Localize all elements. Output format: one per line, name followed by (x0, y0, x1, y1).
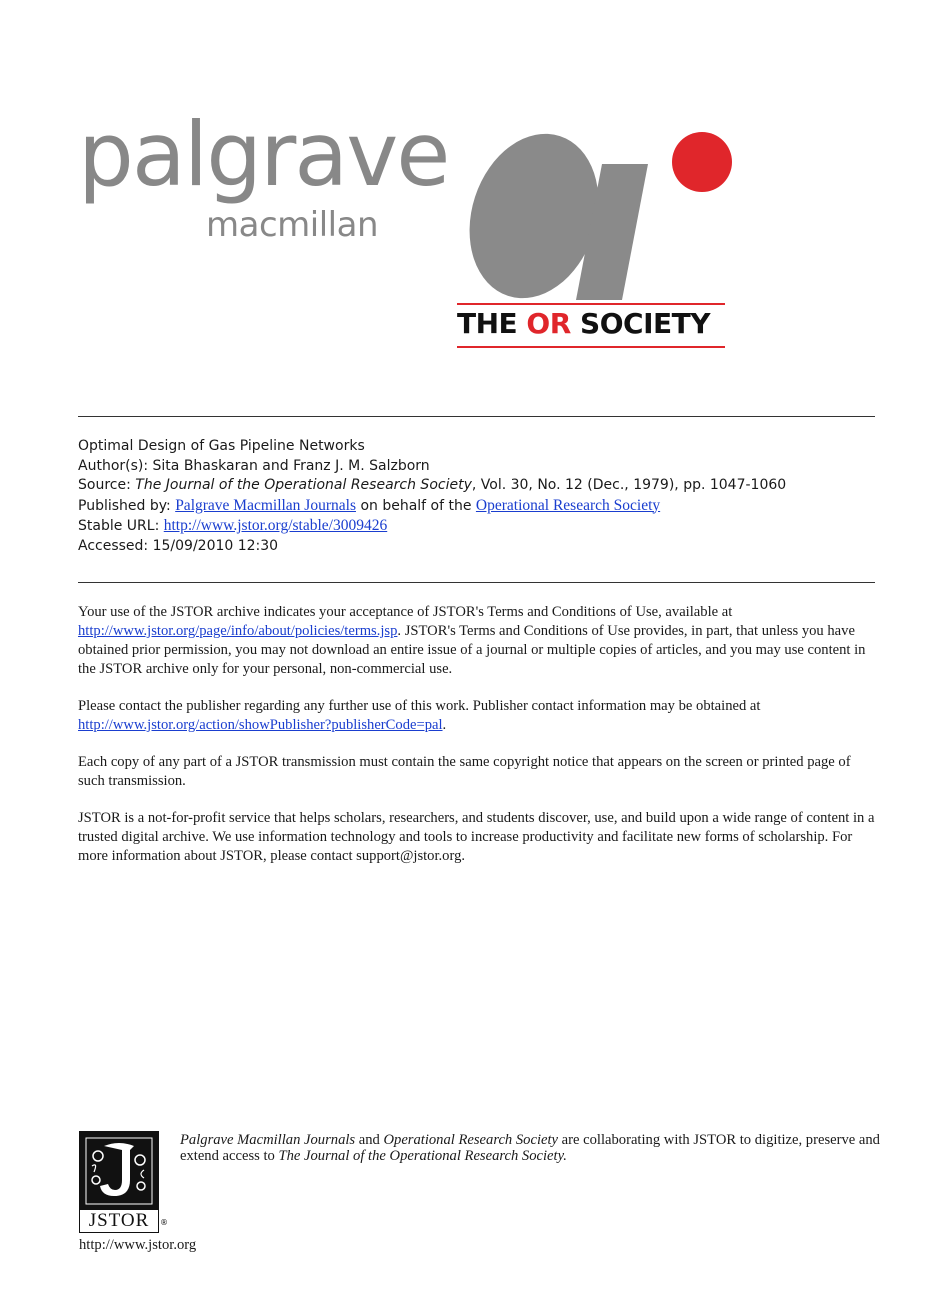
jstor-wordmark: JSTOR (80, 1210, 158, 1232)
terms-paragraph-3: Each copy of any part of a JSTOR transmission must contain the same copyright notice that appears on the screen or printed page of such transmission. (78, 754, 851, 789)
terms-paragraph-1: Your use of the JSTOR archive indicates your acceptance of JSTOR's Terms and Conditions of Use, available at http://www.jstor.org/page/info/about/policies/terms.jsp. JSTOR's Terms and Conditions of Use provides, in part, that unless you have obtained prior permission, you may not download an entire issue of a journal or multiple copies of articles, and you may use content in the JSTOR archive only for your personal, non-commercial use. (78, 604, 866, 677)
jstor-emblem-icon (84, 1136, 154, 1206)
terms-link[interactable]: http://www.jstor.org/page/info/about/policies/terms.jsp (78, 623, 398, 639)
publisher-link[interactable]: Palgrave Macmillan Journals (175, 496, 356, 514)
terms-paragraph-4: JSTOR is a not-for-profit service that helps scholars, researchers, and students discover, use, and build upon a wide range of content in a trusted digital archive. We use information technology and tools to increase productivity and facilitate new forms of scholarship. For more information about JSTOR, please contact support@jstor.org. (78, 810, 875, 864)
header-top-rule (78, 416, 875, 417)
header-bottom-rule (78, 582, 875, 583)
jstor-url[interactable]: http://www.jstor.org (79, 1237, 197, 1253)
macmillan-wordmark: macmillan (206, 205, 378, 245)
terms-paragraph-2: Please contact the publisher regarding any further use of this work. Publisher contact information may be obtained at http://www.jstor.org/action/showPublisher?publisherCode=pal. (78, 698, 761, 733)
authors: Sita Bhaskaran and Franz J. M. Salzborn (152, 457, 430, 474)
palgrave-wordmark: palgrave (78, 103, 449, 206)
or-society-emblem-icon (452, 124, 734, 300)
collaboration-notice: Palgrave Macmillan Journals and Operational Research Society are collaborating with JSTOR to digitize, preserve and extend access to The Journal of the Operational Research Society. (180, 1132, 880, 1164)
registered-mark: ® (160, 1218, 168, 1227)
accessed-date: Accessed: 15/09/2010 12:30 (78, 537, 279, 554)
journal-name: The Journal of the Operational Research Society (135, 477, 472, 493)
published-by-line: Published by: Palgrave Macmillan Journals on behalf of the Operational Research Society (78, 496, 661, 514)
article-title: Optimal Design of Gas Pipeline Networks (78, 438, 365, 454)
stable-url-link[interactable]: http://www.jstor.org/stable/3009426 (163, 517, 388, 534)
or-society-bottom-rule (457, 346, 725, 348)
jstor-logo (79, 1131, 159, 1233)
or-society-logo (452, 124, 734, 364)
authors-line: Author(s): Sita Bhaskaran and Franz J. M. Salzborn (78, 457, 430, 474)
or-society-top-rule (457, 303, 725, 305)
terms-body (78, 603, 878, 884)
palgrave-macmillan-logo (78, 103, 449, 245)
citation-block (78, 437, 878, 556)
or-society-wordmark: THE OR SOCIETY (457, 307, 710, 340)
stable-url-line: Stable URL: http://www.jstor.org/stable/3009426 (78, 517, 388, 534)
source-line: Source: The Journal of the Operational Research Society, Vol. 30, No. 12 (Dec., 1979), pp. 1047-1060 (78, 477, 787, 493)
society-link[interactable]: Operational Research Society (475, 496, 661, 514)
publisher-contact-link[interactable]: http://www.jstor.org/action/showPublisher?publisherCode=pal (78, 717, 443, 733)
